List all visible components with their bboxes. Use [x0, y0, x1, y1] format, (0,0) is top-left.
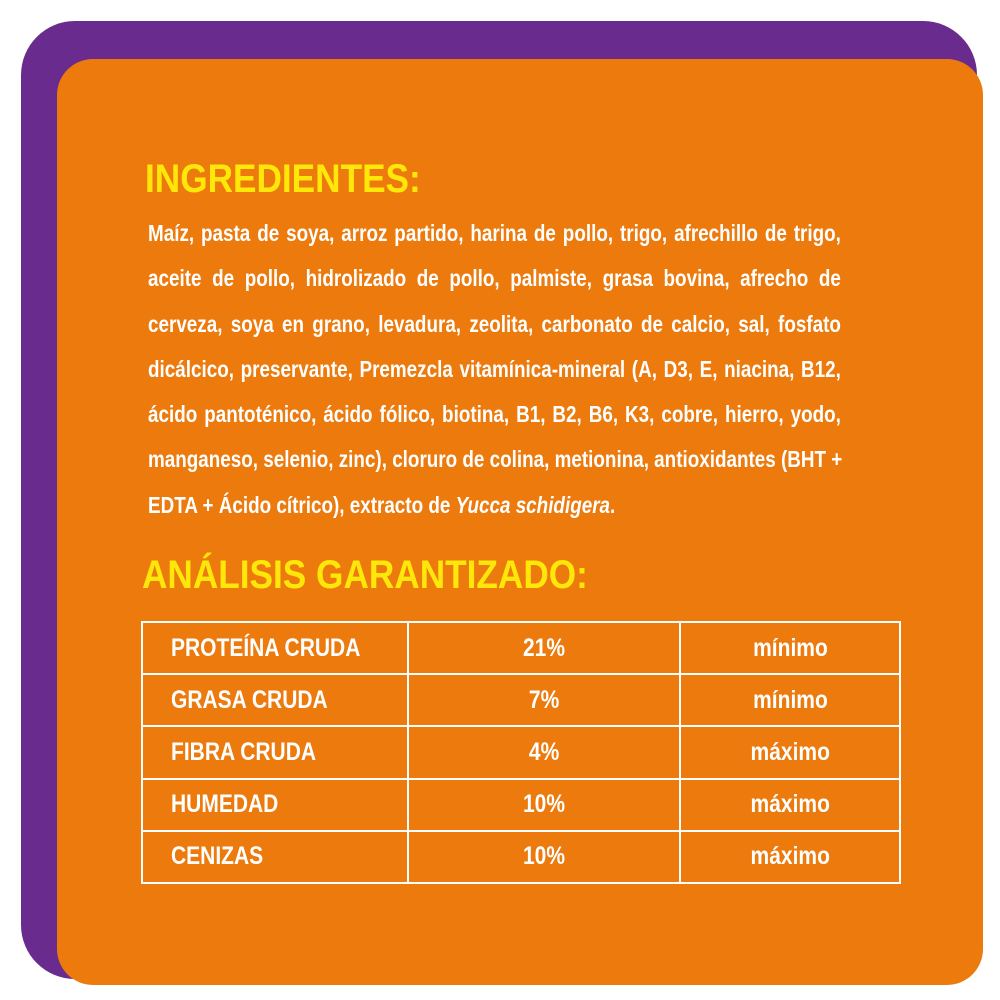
orange-panel	[57, 59, 983, 985]
ingredients-title: INGREDIENTES:	[145, 157, 421, 201]
ingredients-line: Maíz, pasta de soya, arroz partido, harina de pollo, trigo, afrechillo de trigo,	[148, 220, 841, 246]
table-row	[142, 831, 900, 883]
ingredients-line: EDTA + Ácido cítrico), extracto de	[148, 491, 456, 518]
nutrient-name: CENIZAS	[171, 842, 264, 871]
nutrient-qualifier-cell	[680, 622, 900, 674]
nutrient-qualifier: mínimo	[752, 685, 828, 714]
ingredients-line: aceite de pollo, hidrolizado de pollo, palmiste, grasa bovina, afrecho de	[148, 265, 841, 292]
table-row	[142, 726, 900, 778]
nutrient-name: HUMEDAD	[171, 790, 279, 819]
purple-frame	[21, 21, 977, 979]
nutrient-qualifier: máximo	[750, 842, 830, 871]
table-row	[142, 779, 900, 831]
nutrient-qualifier-cell	[680, 726, 900, 778]
ingredients-text	[148, 211, 841, 528]
nutrient-qualifier-cell	[680, 674, 900, 726]
analysis-title: ANÁLISIS GARANTIZADO:	[142, 553, 588, 597]
nutrient-name-cell	[142, 779, 408, 831]
nutrient-value: 4%	[528, 737, 560, 766]
nutrient-name-cell	[142, 831, 408, 883]
nutrient-name-cell	[142, 622, 408, 674]
nutrient-value-cell	[408, 831, 680, 883]
nutrient-name: PROTEÍNA CRUDA	[171, 633, 361, 662]
nutrient-value-cell	[408, 779, 680, 831]
nutrient-qualifier-cell	[680, 831, 900, 883]
nutrient-name-cell	[142, 726, 408, 778]
nutrient-name: GRASA CRUDA	[171, 685, 328, 714]
nutrient-qualifier: mínimo	[752, 633, 828, 662]
nutrient-qualifier: máximo	[750, 790, 830, 819]
nutrient-name-cell	[142, 674, 408, 726]
ingredients-line: manganeso, selenio, zinc), cloruro de colina, metionina, antioxidantes (BHT +	[148, 446, 843, 473]
nutrient-value-cell	[408, 726, 680, 778]
nutrient-qualifier-cell	[680, 779, 900, 831]
nutrient-value: 10%	[522, 790, 566, 819]
ingredients-line: ácido pantoténico, ácido fólico, biotina, B1, B2, B6, K3, cobre, hierro, yodo,	[148, 401, 841, 428]
table-row	[142, 622, 900, 674]
ingredients-line-last	[148, 483, 841, 528]
table-row	[142, 674, 900, 726]
nutrient-value: 21%	[522, 633, 566, 662]
ingredients-italic: Yucca schidigera	[455, 491, 611, 518]
nutrient-value: 10%	[522, 842, 566, 871]
nutrient-value: 7%	[528, 685, 560, 714]
nutrient-value-cell	[408, 674, 680, 726]
nutrient-qualifier: máximo	[750, 737, 830, 766]
ingredients-period: .	[610, 491, 616, 518]
ingredients-line: dicálcico, preservante, Premezcla vitamínica-mineral (A, D3, E, niacina, B12,	[148, 355, 841, 382]
analysis-table	[141, 621, 901, 884]
ingredients-line: cerveza, soya en grano, levadura, zeolita, carbonato de calcio, sal, fosfato	[148, 310, 841, 337]
nutrient-name: FIBRA CRUDA	[171, 737, 317, 766]
nutrient-value-cell	[408, 622, 680, 674]
